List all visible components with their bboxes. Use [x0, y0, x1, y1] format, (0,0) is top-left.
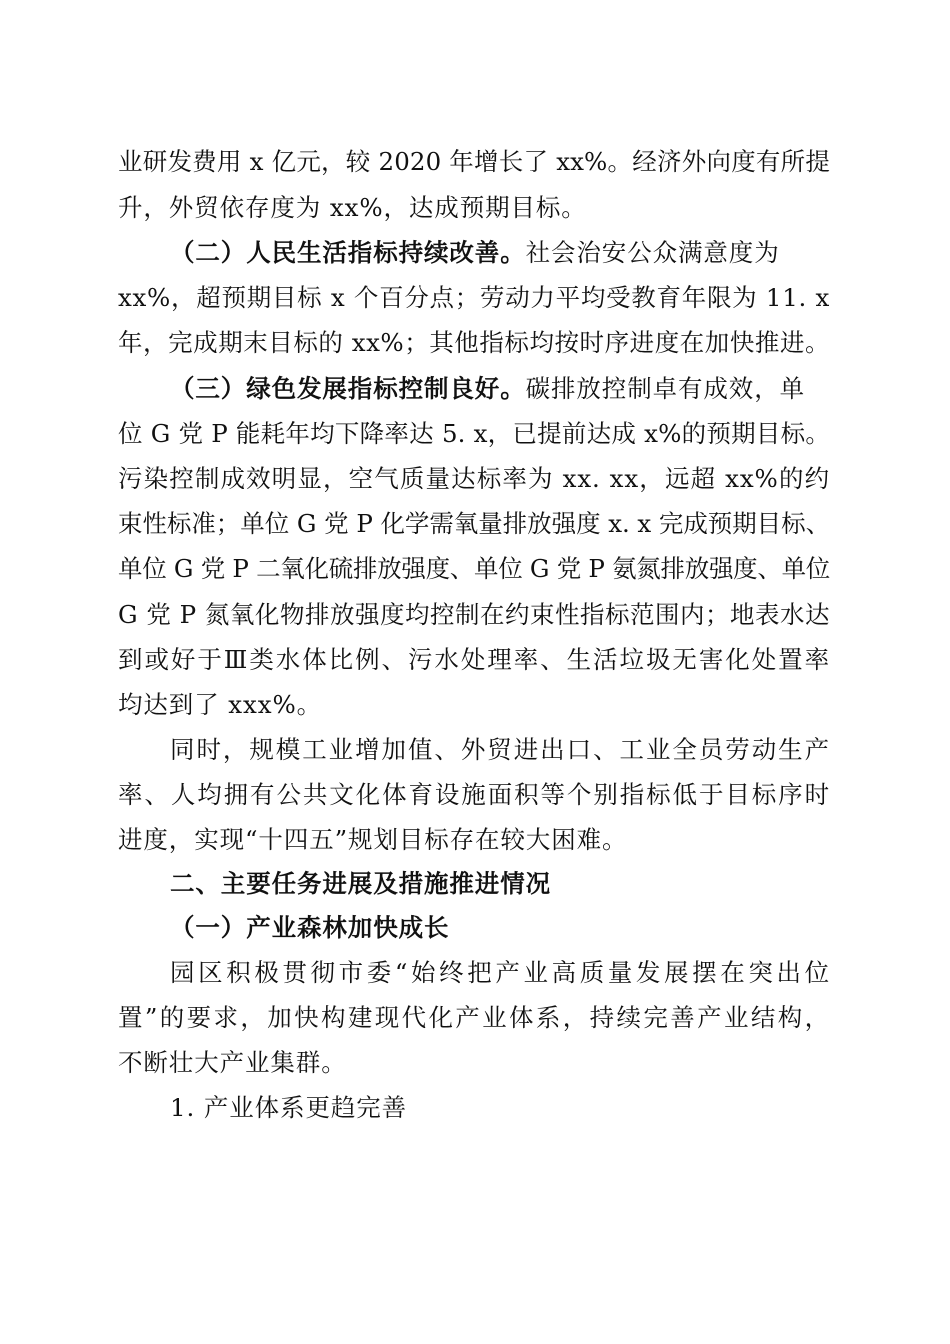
paragraph-line: 业研发费用 x 亿元，较 2020 年增长了 xx%。经济外向度有所提 — [118, 147, 830, 176]
paragraph-line: 置”的要求，加快构建现代化产业体系，持续完善产业结构， — [118, 1003, 830, 1032]
paragraph-line: G 党 P 氮氧化物排放强度均控制在约束性指标范围内；地表水达 — [118, 600, 830, 629]
paragraph-line: 率、人均拥有公共文化体育设施面积等个别指标低于目标序时 — [118, 780, 830, 809]
subheading-green-development: （三）绿色发展指标控制良好。 — [170, 374, 526, 403]
list-item-heading: 1. 产业体系更趋完善 — [170, 1093, 408, 1122]
paragraph-line: 污染控制成效明显，空气质量达标率为 xx. xx，远超 xx%的约 — [118, 464, 830, 493]
subsection-heading: （一）产业森林加快成长 — [170, 913, 450, 942]
paragraph-line: 束性标准；单位 G 党 P 化学需氧量排放强度 x. x 完成预期目标、 — [118, 509, 830, 538]
paragraph-first-line: 同时，规模工业增加值、外贸进出口、工业全员劳动生产 — [170, 735, 830, 764]
paragraph-line: 进度，实现“十四五”规划目标存在较大困难。 — [118, 825, 628, 854]
paragraph-first-line — [170, 374, 830, 404]
paragraph-line: 单位 G 党 P 二氧化硫排放强度、单位 G 党 P 氨氮排放强度、单位 — [118, 554, 830, 583]
paragraph-first-line: 园区积极贯彻市委“始终把产业高质量发展摆在突出位 — [170, 958, 830, 987]
paragraph-first-line — [170, 238, 830, 268]
paragraph-text: 社会治安公众满意度为 — [525, 238, 780, 267]
paragraph-line: 不断壮大产业集群。 — [118, 1048, 347, 1077]
paragraph-line: 位 G 党 P 能耗年均下降率达 5. x，已提前达成 x%的预期目标。 — [118, 419, 830, 448]
subheading-people-livelihood: （二）人民生活指标持续改善。 — [170, 238, 526, 267]
section-heading: 二、主要任务进展及措施推进情况 — [170, 869, 551, 898]
paragraph-line: 到或好于Ⅲ类水体比例、污水处理率、生活垃圾无害化处置率 — [118, 645, 830, 674]
paragraph-line: 年，完成期末目标的 xx%；其他指标均按时序进度在加快推进。 — [118, 328, 830, 357]
paragraph-line: xx%，超预期目标 x 个百分点；劳动力平均受教育年限为 11. x — [118, 283, 830, 312]
paragraph-line: 升，外贸依存度为 xx%，达成预期目标。 — [118, 193, 587, 222]
paragraph-text: 碳排放控制卓有成效，单 — [525, 374, 806, 403]
paragraph-line: 均达到了 xxx%。 — [118, 690, 323, 719]
